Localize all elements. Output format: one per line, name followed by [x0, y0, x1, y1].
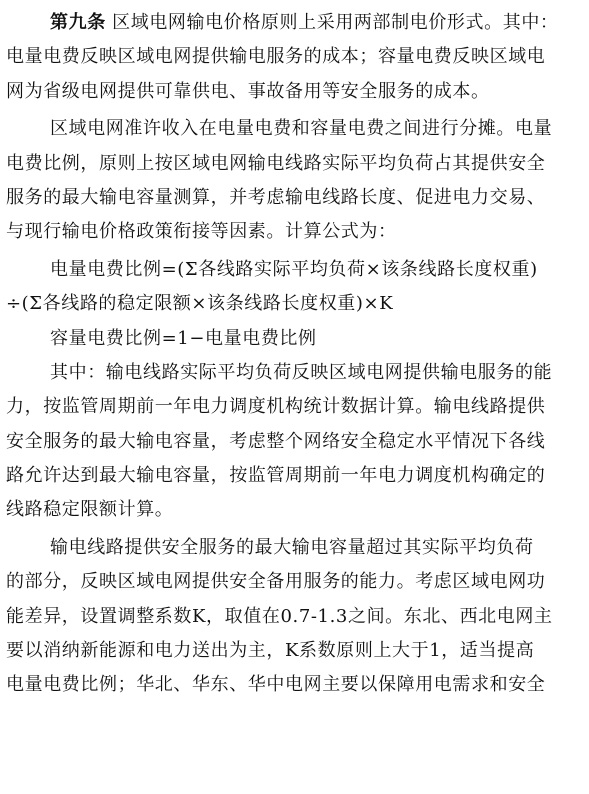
article-text: 区域电网输电价格原则上采用两部制电价形式。其中：: [105, 12, 559, 33]
paragraph-line: 力，按监管周期前一年电力调度机构统计数据计算。输电线路提供: [6, 396, 546, 418]
paragraph-line: 其中：输电线路实际平均负荷反映区域电网提供输电服务的能: [50, 361, 553, 383]
paragraph-line: 的部分，反映区域电网提供安全备用服务的能力。考虑区域电网功: [6, 571, 546, 593]
paragraph-line: 输电线路提供安全服务的最大输电容量超过其实际平均负荷: [50, 536, 534, 558]
paragraph-line: 电量电费反映区域电网提供输电服务的成本；容量电费反映区域电: [6, 46, 546, 68]
document-page: [6, 6, 586, 703]
article-heading: 第九条: [50, 12, 106, 33]
paragraph-line: 与现行输电价格政策衔接等因素。计算公式为：: [6, 221, 397, 243]
paragraph-line: 能差异，设置调整系数K，取值在0.7-1.3之间。东北、西北电网主: [6, 605, 553, 627]
paragraph-line: 安全服务的最大输电容量，考虑整个网络安全稳定水平情况下各线: [6, 430, 546, 452]
paragraph-line: 线路稳定限额计算。: [6, 499, 174, 521]
formula-line: 容量电费比例=1−电量电费比例: [50, 327, 317, 349]
article-9-line-1: [6, 6, 586, 40]
formula-line: 电量电费比例=(Σ各线路实际平均负荷×该条线路长度权重): [50, 258, 538, 280]
paragraph-line: 电量电费比例；华北、华东、华中电网主要以保障用电需求和安全: [6, 674, 546, 696]
paragraph-line: 网为省级电网提供可靠供电、事故备用等安全服务的成本。: [6, 80, 490, 102]
paragraph-line: 电费比例，原则上按区域电网输电线路实际平均负荷占其提供安全: [6, 152, 546, 174]
formula-line: ÷(Σ各线路的稳定限额×该条线路长度权重)×K: [6, 293, 394, 315]
paragraph-line: 路允许达到最大输电容量，按监管周期前一年电力调度机构确定的: [6, 465, 546, 487]
paragraph-line: 要以消纳新能源和电力送出为主，K系数原则上大于1，适当提高: [6, 640, 535, 662]
paragraph-line: 服务的最大输电容量测算，并考虑输电线路长度、促进电力交易、: [6, 186, 546, 208]
paragraph-line: 区域电网准许收入在电量电费和容量电费之间进行分摊。电量: [50, 118, 553, 140]
